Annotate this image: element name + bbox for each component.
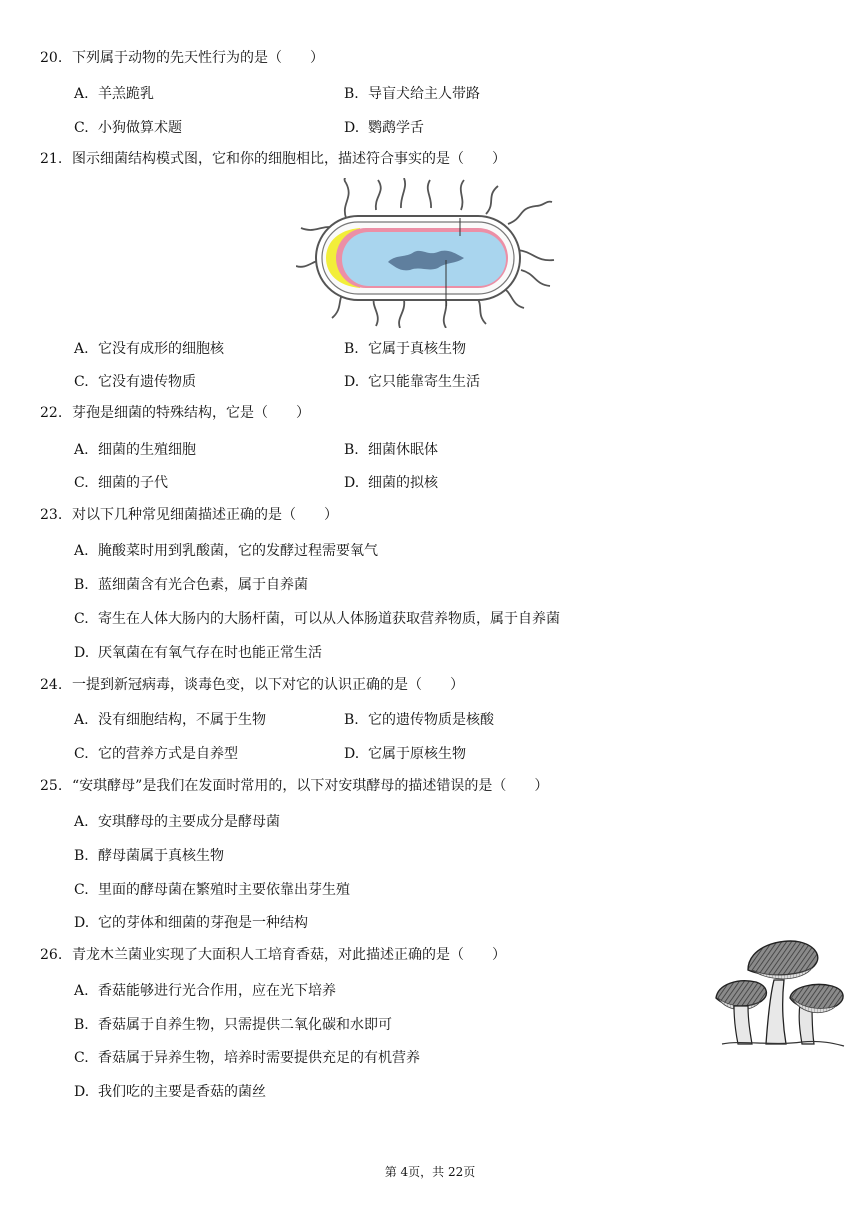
- option-b: B. 导盲犬给主人带路: [344, 86, 480, 102]
- option-b: B. 它属于真核生物: [344, 341, 466, 357]
- question-stem: “安琪酵母”是我们在发面时常用的，以下对安琪酵母的描述错误的是（ ）: [72, 778, 549, 794]
- option-b: B. 它的遗传物质是核酸: [344, 712, 494, 728]
- page-footer: 第 4页，共 22页: [384, 1165, 476, 1179]
- question-stem: 青龙木兰菌业实现了大面积人工培育香菇，对此描述正确的是（ ）: [72, 947, 506, 963]
- option-c: C. 细菌的子代: [74, 475, 168, 491]
- option-b: B. 细菌休眠体: [344, 442, 438, 458]
- question-number: 24.: [40, 677, 63, 693]
- question-stem: 一提到新冠病毒，谈毒色变，以下对它的认识正确的是（ ）: [72, 677, 464, 693]
- option-a: A. 细菌的生殖细胞: [74, 442, 196, 458]
- question-stem: 对以下几种常见细菌描述正确的是（ ）: [72, 507, 338, 523]
- question-number: 20.: [40, 50, 63, 66]
- option-d: D. 厌氧菌在有氧气存在时也能正常生活: [74, 645, 322, 661]
- option-c: C. 它的营养方式是自养型: [74, 746, 238, 762]
- option-d: D. 鹦鹉学舌: [344, 120, 424, 136]
- question-stem: 芽孢是细菌的特殊结构，它是（ ）: [72, 405, 310, 421]
- option-d: D. 细菌的拟核: [344, 475, 438, 491]
- mushroom-stem: [766, 980, 786, 1044]
- option-a: A. 香菇能够进行光合作用，应在光下培养: [74, 983, 336, 999]
- question-number: 23.: [40, 507, 63, 523]
- question-number: 26.: [40, 947, 63, 963]
- option-c: C. 小狗做算术题: [74, 120, 182, 136]
- option-d: D. 我们吃的主要是香菇的菌丝: [74, 1084, 266, 1100]
- question-stem: 下列属于动物的先天性行为的是（ ）: [72, 50, 324, 66]
- mushroom-stem: [734, 1006, 752, 1044]
- option-b: B. 香菇属于自养生物，只需提供二氧化碳和水即可: [74, 1017, 392, 1033]
- option-a: A. 没有细胞结构，不属于生物: [74, 712, 266, 728]
- mushroom-drawing: [712, 936, 850, 1050]
- option-d: D. 它只能靠寄生生活: [344, 374, 480, 390]
- option-c: C. 它没有遗传物质: [74, 374, 196, 390]
- option-b: B. 酵母菌属于真核生物: [74, 848, 224, 864]
- question-number: 21.: [40, 151, 63, 167]
- option-b: B. 蓝细菌含有光合色素，属于自养菌: [74, 577, 308, 593]
- question-stem: 图示细菌结构模式图，它和你的细胞相比，描述符合事实的是（ ）: [72, 151, 506, 167]
- option-d: D. 它的芽体和细菌的芽孢是一种结构: [74, 915, 308, 931]
- option-a: A. 羊羔跪乳: [74, 86, 154, 102]
- option-c: C. 里面的酵母菌在繁殖时主要依靠出芽生殖: [74, 882, 350, 898]
- question-number: 25.: [40, 778, 63, 794]
- option-d: D. 它属于原核生物: [344, 746, 466, 762]
- option-c: C. 寄生在人体大肠内的大肠杆菌，可以从人体肠道获取营养物质，属于自养菌: [74, 611, 560, 627]
- option-a: A. 腌酸菜时用到乳酸菌，它的发酵过程需要氧气: [74, 543, 378, 559]
- question-number: 22.: [40, 405, 63, 421]
- option-a: A. 它没有成形的细胞核: [74, 341, 224, 357]
- option-c: C. 香菇属于异养生物，培养时需要提供充足的有机营养: [74, 1050, 420, 1066]
- bacterium-diagram: [296, 178, 564, 328]
- option-a: A. 安琪酵母的主要成分是酵母菌: [74, 814, 280, 830]
